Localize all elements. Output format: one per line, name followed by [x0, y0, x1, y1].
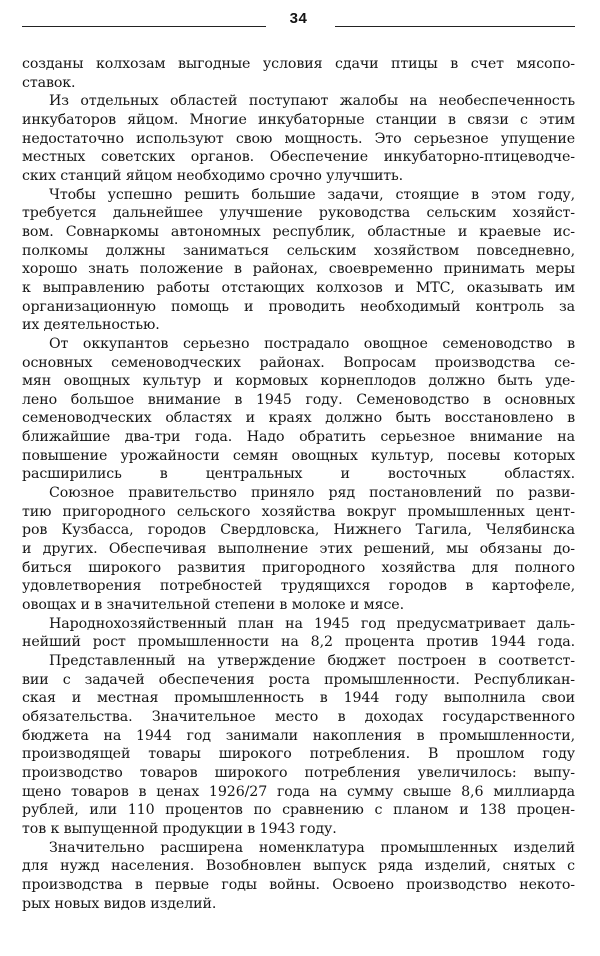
- text-line: к выправлению работы отстающих колхозов и МТС, оказывать им: [22, 279, 575, 296]
- text-line: и других. Обеспечивая выполнение этих решений, мы обязаны до-: [22, 541, 575, 558]
- text-line: инкубаторов яйцом. Многие инкубаторные станции в связи с этим: [22, 111, 575, 128]
- text-line: полкомы должны заниматься сельским хозяйством повседневно,: [22, 242, 575, 259]
- text-line: удовлетворения потребностей трудящихся городов в картофеле,: [22, 578, 575, 595]
- text-line: биться широкого развития пригородного хозяйства для полного: [22, 559, 575, 576]
- text-line: ских станций яйцом необходимо срочно улучшить.: [22, 167, 404, 184]
- text-line: рублей, или 110 процентов по сравнению с планом и 138 процен-: [22, 802, 575, 819]
- text-line: Значительно расширена номенклатура промышленных изделий: [49, 839, 575, 856]
- text-line: основных семеноводческих районах. Вопросам производства се-: [22, 354, 575, 371]
- text-line: лено большое внимание в 1945 году. Семеноводство в основных: [22, 391, 575, 408]
- page-number: 34: [289, 10, 308, 27]
- text-line: Союзное правительство приняло ряд постановлений по разви-: [49, 485, 575, 502]
- text-line: Из отдельных областей поступают жалобы на необеспеченность: [49, 93, 575, 110]
- text-line: повышение урожайности семян овощных культур, посевы которых: [22, 447, 575, 464]
- text-line: производства в первые годы войны. Освоено производство некото-: [22, 876, 575, 893]
- text-line: мян овощных культур и кормовых корнеплодов должно быть уде-: [22, 373, 575, 390]
- text-line: нейший рост промышленности на 8,2 процента против 1944 года.: [22, 634, 575, 651]
- text-line: расширились в центральных и восточных областях.: [22, 466, 575, 483]
- text-line: Представленный на утверждение бюджет построен в соответст-: [49, 653, 575, 669]
- text-line: местных советских органов. Обеспечение инкубаторно-птицеводче-: [22, 149, 575, 166]
- text-line: созданы колхозам выгодные условия сдачи птицы в счет мясопо-: [22, 56, 575, 72]
- text-line: ближайшие два-три года. Надо обратить серьезное внимание на: [22, 429, 575, 446]
- page-header: [22, 10, 575, 34]
- text-line: щено товаров в ценах 1926/27 года на сумму свыше 8,6 миллиарда: [22, 783, 575, 800]
- text-line: требуется дальнейшее улучшение руководства сельским хозяйст-: [22, 205, 575, 222]
- text-line: овощах и в значительной степени в молоке и мясе.: [22, 597, 404, 614]
- text-line: ров Кузбасса, городов Свердловска, Нижнего Тагила, Челябинска: [22, 522, 575, 539]
- text-line: ская и местная промышленность в 1944 году выполнила свои: [22, 690, 575, 707]
- text-line: ставок.: [22, 74, 76, 91]
- text-line: вом. Совнаркомы автономных республик, областные и краевые ис-: [22, 223, 575, 240]
- text-line: недостаточно используют свою мощность. Это серьезное упущение: [22, 130, 575, 147]
- header-rule-right: [335, 26, 575, 27]
- text-line: производящей товары широкого потребления. В прошлом году: [22, 746, 575, 763]
- text-line: организационную помощь и проводить необходимый контроль за: [22, 298, 575, 315]
- text-line: тов к выпущенной продукции в 1943 году.: [22, 820, 337, 837]
- text-line: От оккупантов серьезно пострадало овощное семеноводство в: [49, 335, 575, 352]
- body-text: [22, 55, 575, 913]
- text-line: Народнохозяйственный план на 1945 год предусматривает даль-: [49, 615, 575, 632]
- text-line: тию пригородного сельского хозяйства вокруг промышленных цент-: [22, 503, 575, 520]
- text-line: производство товаров широкого потребления увеличилось: выпу-: [22, 764, 575, 781]
- text-line: для нужд населения. Возобновлен выпуск ряда изделий, снятых с: [22, 858, 575, 875]
- text-line: Чтобы успешно решить большие задачи, стоящие в этом году,: [49, 186, 575, 203]
- text-line: вии с задачей обеспечения роста промышленности. Республикан-: [22, 671, 575, 688]
- text-line: семеноводческих областях и краях должно быть восстановлено в: [22, 410, 575, 427]
- text-line: обязательства. Значительное место в доходах государственного: [22, 708, 575, 725]
- text-line: рых новых видов изделий.: [22, 895, 217, 912]
- text-line: хорошо знать положение в районах, своевременно принимать меры: [22, 261, 575, 278]
- text-line: бюджета на 1944 год занимали накопления в промышленности,: [22, 727, 575, 744]
- text-line: их деятельностью.: [22, 317, 160, 334]
